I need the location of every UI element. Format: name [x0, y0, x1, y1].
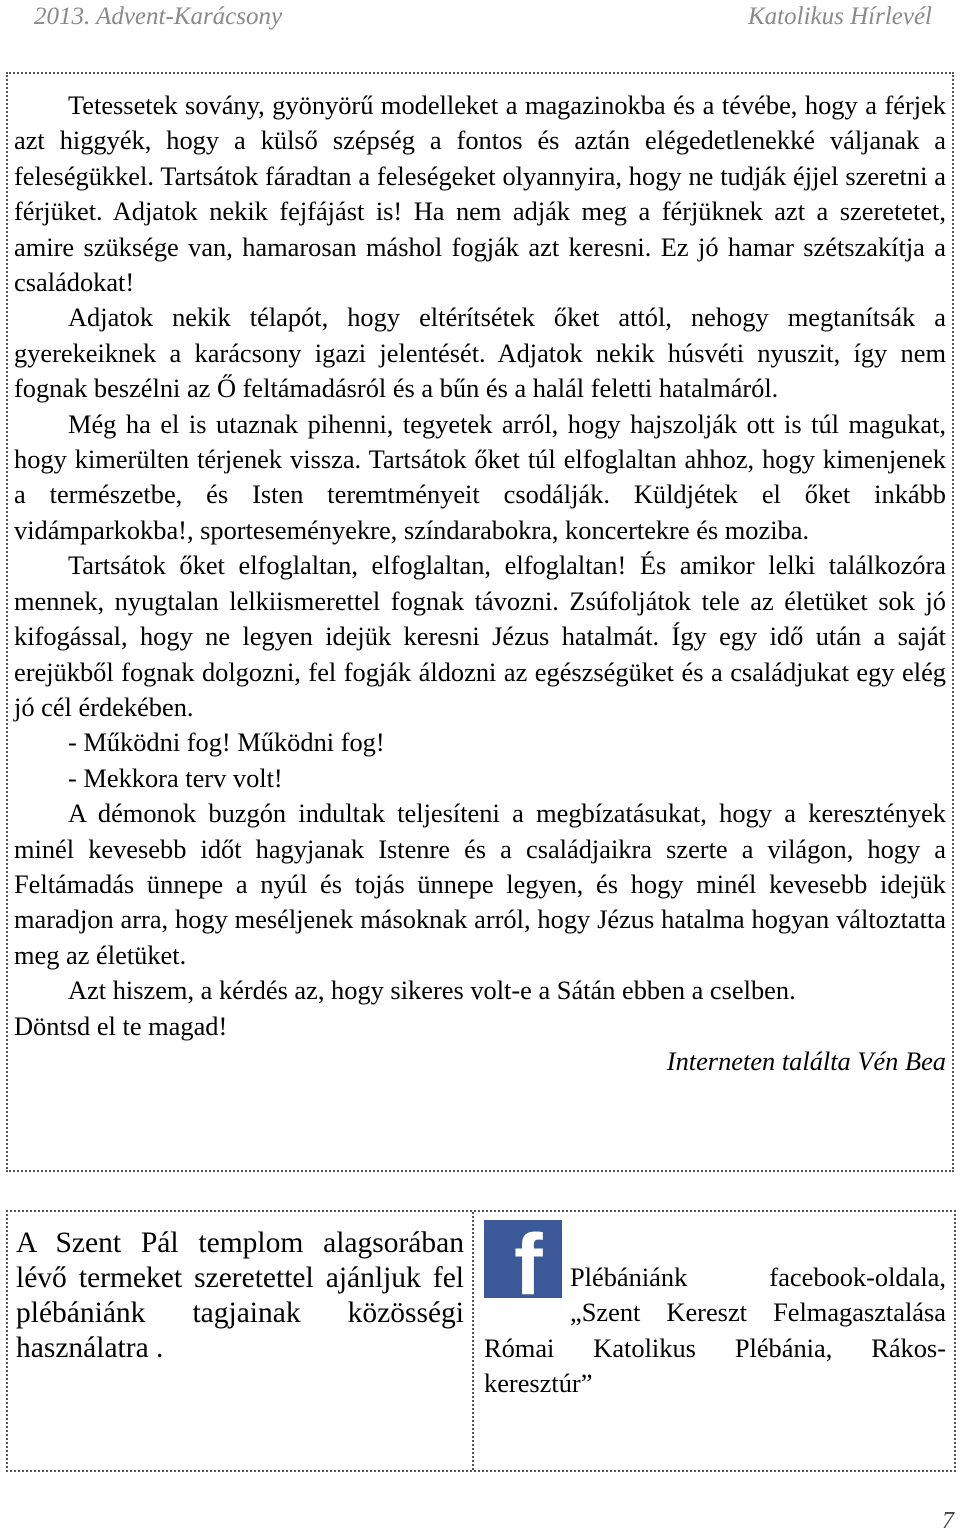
article-paragraph: Tetessetek sovány, gyönyörű modelleket a magazinokba és a tévébe, hogy a férjek azt higgyék, hogy a külső szépség a fontos és aztán elégedetlenekké váljanak a feleségükkel. Tartsátok fáradtan a feleségeket olyannyira, hogy ne tudják éjjel szeretni a férjüket. Adjatok nekik fejfájást is! Ha nem adják meg a férjüknek azt a szeretetet, amire szüksége van, hamarosan máshol fogják azt keresni. Ez jó hamar szétszakítja a családokat! — [14, 90, 946, 298]
article-closing: Döntsd el te magad! — [14, 1010, 228, 1041]
facebook-notice-text: Plébániánk facebook-oldala, „Szent Kereszt Felmagasztalása Római Katolikus Plébánia, Rákoskeresztúr” — [484, 1262, 946, 1399]
facebook-notice — [474, 1212, 954, 1470]
room-notice-text: A Szent Pál templom alagsorában lévő termeket szeretettel ajánljuk fel plébániánk tagjainak közösségi használatra . — [16, 1227, 464, 1364]
article-paragraph: Tartsátok őket elfoglaltan, elfoglaltan, elfoglaltan! És amikor lelki találkozóra mennek, nyugtalan lelkiismerettel fognak távozni. Zsúfoljátok tele az életüket sok jó kifogással, hogy ne legyen idejük keresni Jézus hatalmát. Így egy idő után a saját erejükből fognak dolgozni, fel fogják áldozni az egészségüket és a családjukat egy elég jó cél érdekében. — [14, 550, 946, 722]
article-quote: - Mekkora terv volt! — [68, 762, 283, 793]
article-paragraph: Adjatok nekik télapót, hogy eltérítsétek őket attól, nehogy megtanítsák a gyerekeiknek a karácsony igazi jelentését. Adjatok nekik húsvéti nyuszit, így nem fognak beszélni az Ő feltámadásról és a bűn és a halál feletti hatalmáról. — [14, 302, 946, 404]
article-quote: - Működni fog! Működni fog! — [68, 727, 385, 758]
room-notice — [8, 1212, 474, 1470]
article-signature: Interneten találta Vén Bea — [666, 1045, 946, 1076]
bottom-notices — [6, 1210, 956, 1472]
header-issue-title: 2013. Advent-Karácsony — [34, 3, 283, 30]
facebook-logo-letter: f — [514, 1220, 543, 1298]
article-paragraph: Azt hiszem, a kérdés az, hogy sikeres volt-e a Sátán ebben a cselben. — [68, 975, 796, 1006]
article-paragraph: Még ha el is utaznak pihenni, tegyetek arról, hogy hajszolják ott is túl magukat, hogy kimerülten térjenek vissza. Tartsátok őket túl elfoglaltan ahhoz, hogy kimenjenek a természetbe, és Isten teremtményeit csodálják. Küldjétek el őket inkább vidámparkokba!, sporteseményekre, színdarabokra, koncertekre és moziba. — [14, 408, 946, 545]
page-number: 7 — [942, 1508, 954, 1534]
article-paragraph: A démonok buzgón indultak teljesíteni a megbízatásukat, hogy a keresztények minél kevesebb időt hagyjanak Istenre és a családjaikra szerte a világon, hogy a Feltámadás ünnepe a nyúl és tojás ünnepe legyen, és hogy minél kevesebb idejük maradjon arra, hogy meséljenek másoknak arról, hogy Jézus hatalma hogyan változtatta meg az életüket. — [14, 798, 946, 970]
facebook-icon — [484, 1220, 562, 1298]
header-publication-name: Katolikus Hírlevél — [748, 3, 932, 30]
article-box — [6, 72, 954, 1172]
